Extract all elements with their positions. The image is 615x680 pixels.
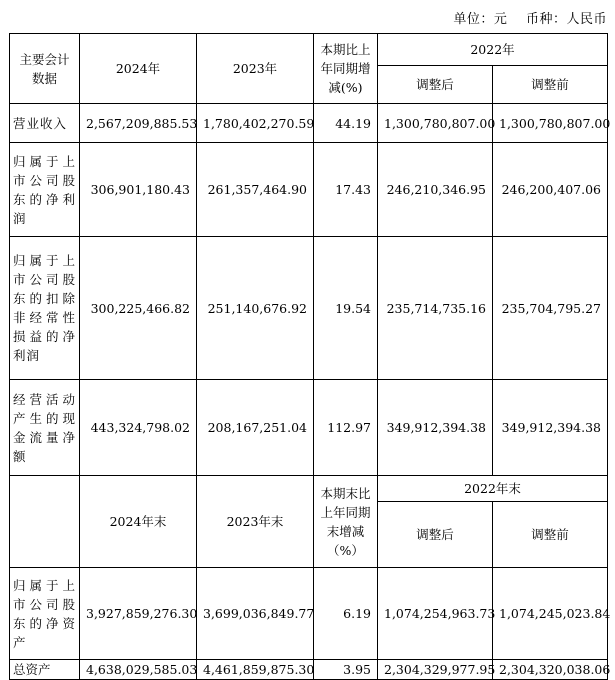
unit-line (439, 8, 607, 27)
value-2022-after: 349,912,394.38 (378, 380, 493, 476)
header2-2024: 2024年末 (80, 476, 197, 568)
header2-2022: 2022年末 (378, 476, 608, 502)
table-row (10, 380, 608, 476)
value-2024: 4,638,029,585.03 (80, 660, 197, 680)
value-change: 19.54 (314, 237, 378, 380)
value-2023: 4,461,859,875.30 (197, 660, 314, 680)
header2-change: 本期末比上年同期末增减（%） (314, 476, 378, 568)
value-change: 3.95 (314, 660, 378, 680)
header-2024: 2024年 (80, 34, 197, 104)
value-2023: 261,357,464.90 (197, 143, 314, 237)
header-metric: 主要会计数据 (10, 34, 80, 104)
row-label: 归属于上市公司股东的净资产 (10, 568, 80, 660)
value-change: 17.43 (314, 143, 378, 237)
table-row (10, 237, 608, 380)
value-2023: 208,167,251.04 (197, 380, 314, 476)
table-row (10, 568, 608, 660)
row-label: 总资产 (10, 660, 80, 680)
row-label: 经营活动产生的现金流量净额 (10, 380, 80, 476)
table-row (10, 143, 608, 237)
value-2022-after: 246,210,346.95 (378, 143, 493, 237)
value-2024: 306,901,180.43 (80, 143, 197, 237)
currency-label: 币种：人民币 (525, 12, 607, 27)
header2-2023: 2023年末 (197, 476, 314, 568)
value-change: 112.97 (314, 380, 378, 476)
row-label: 归属于上市公司股东的扣除非经常性损益的净利润 (10, 237, 80, 380)
header-2023: 2023年 (197, 34, 314, 104)
value-2022-after: 1,074,254,963.73 (378, 568, 493, 660)
header-change: 本期比上年同期增减(%) (314, 34, 378, 104)
value-change: 6.19 (314, 568, 378, 660)
value-2022-before: 235,704,795.27 (493, 237, 608, 380)
row-label: 归属于上市公司股东的净利润 (10, 143, 80, 237)
unit-label: 单位：元 (453, 12, 508, 27)
value-2024: 2,567,209,885.53 (80, 104, 197, 143)
value-change: 44.19 (314, 104, 378, 143)
header-adjusted-after: 调整后 (378, 66, 493, 104)
value-2023: 251,140,676.92 (197, 237, 314, 380)
value-2022-after: 2,304,329,977.95 (378, 660, 493, 680)
value-2022-after: 235,714,735.16 (378, 237, 493, 380)
header-adjusted-before: 调整前 (493, 66, 608, 104)
value-2023: 3,699,036,849.77 (197, 568, 314, 660)
header2-adjusted-after: 调整后 (378, 502, 493, 568)
value-2024: 300,225,466.82 (80, 237, 197, 380)
table-row (10, 104, 608, 143)
value-2024: 3,927,859,276.30 (80, 568, 197, 660)
header2-adjusted-before: 调整前 (493, 502, 608, 568)
header-row-1 (10, 34, 608, 66)
value-2022-after: 1,300,780,807.00 (378, 104, 493, 143)
financial-data-table (9, 33, 611, 680)
value-2022-before: 246,200,407.06 (493, 143, 608, 237)
value-2022-before: 1,300,780,807.00 (493, 104, 608, 143)
header2-metric-empty (10, 476, 80, 568)
value-2024: 443,324,798.02 (80, 380, 197, 476)
header-row-2 (10, 476, 608, 502)
value-2022-before: 2,304,320,038.06 (493, 660, 608, 680)
value-2022-before: 349,912,394.38 (493, 380, 608, 476)
value-2022-before: 1,074,245,023.84 (493, 568, 608, 660)
header-2022: 2022年 (378, 34, 608, 66)
value-2023: 1,780,402,270.59 (197, 104, 314, 143)
row-label: 营业收入 (10, 104, 80, 143)
